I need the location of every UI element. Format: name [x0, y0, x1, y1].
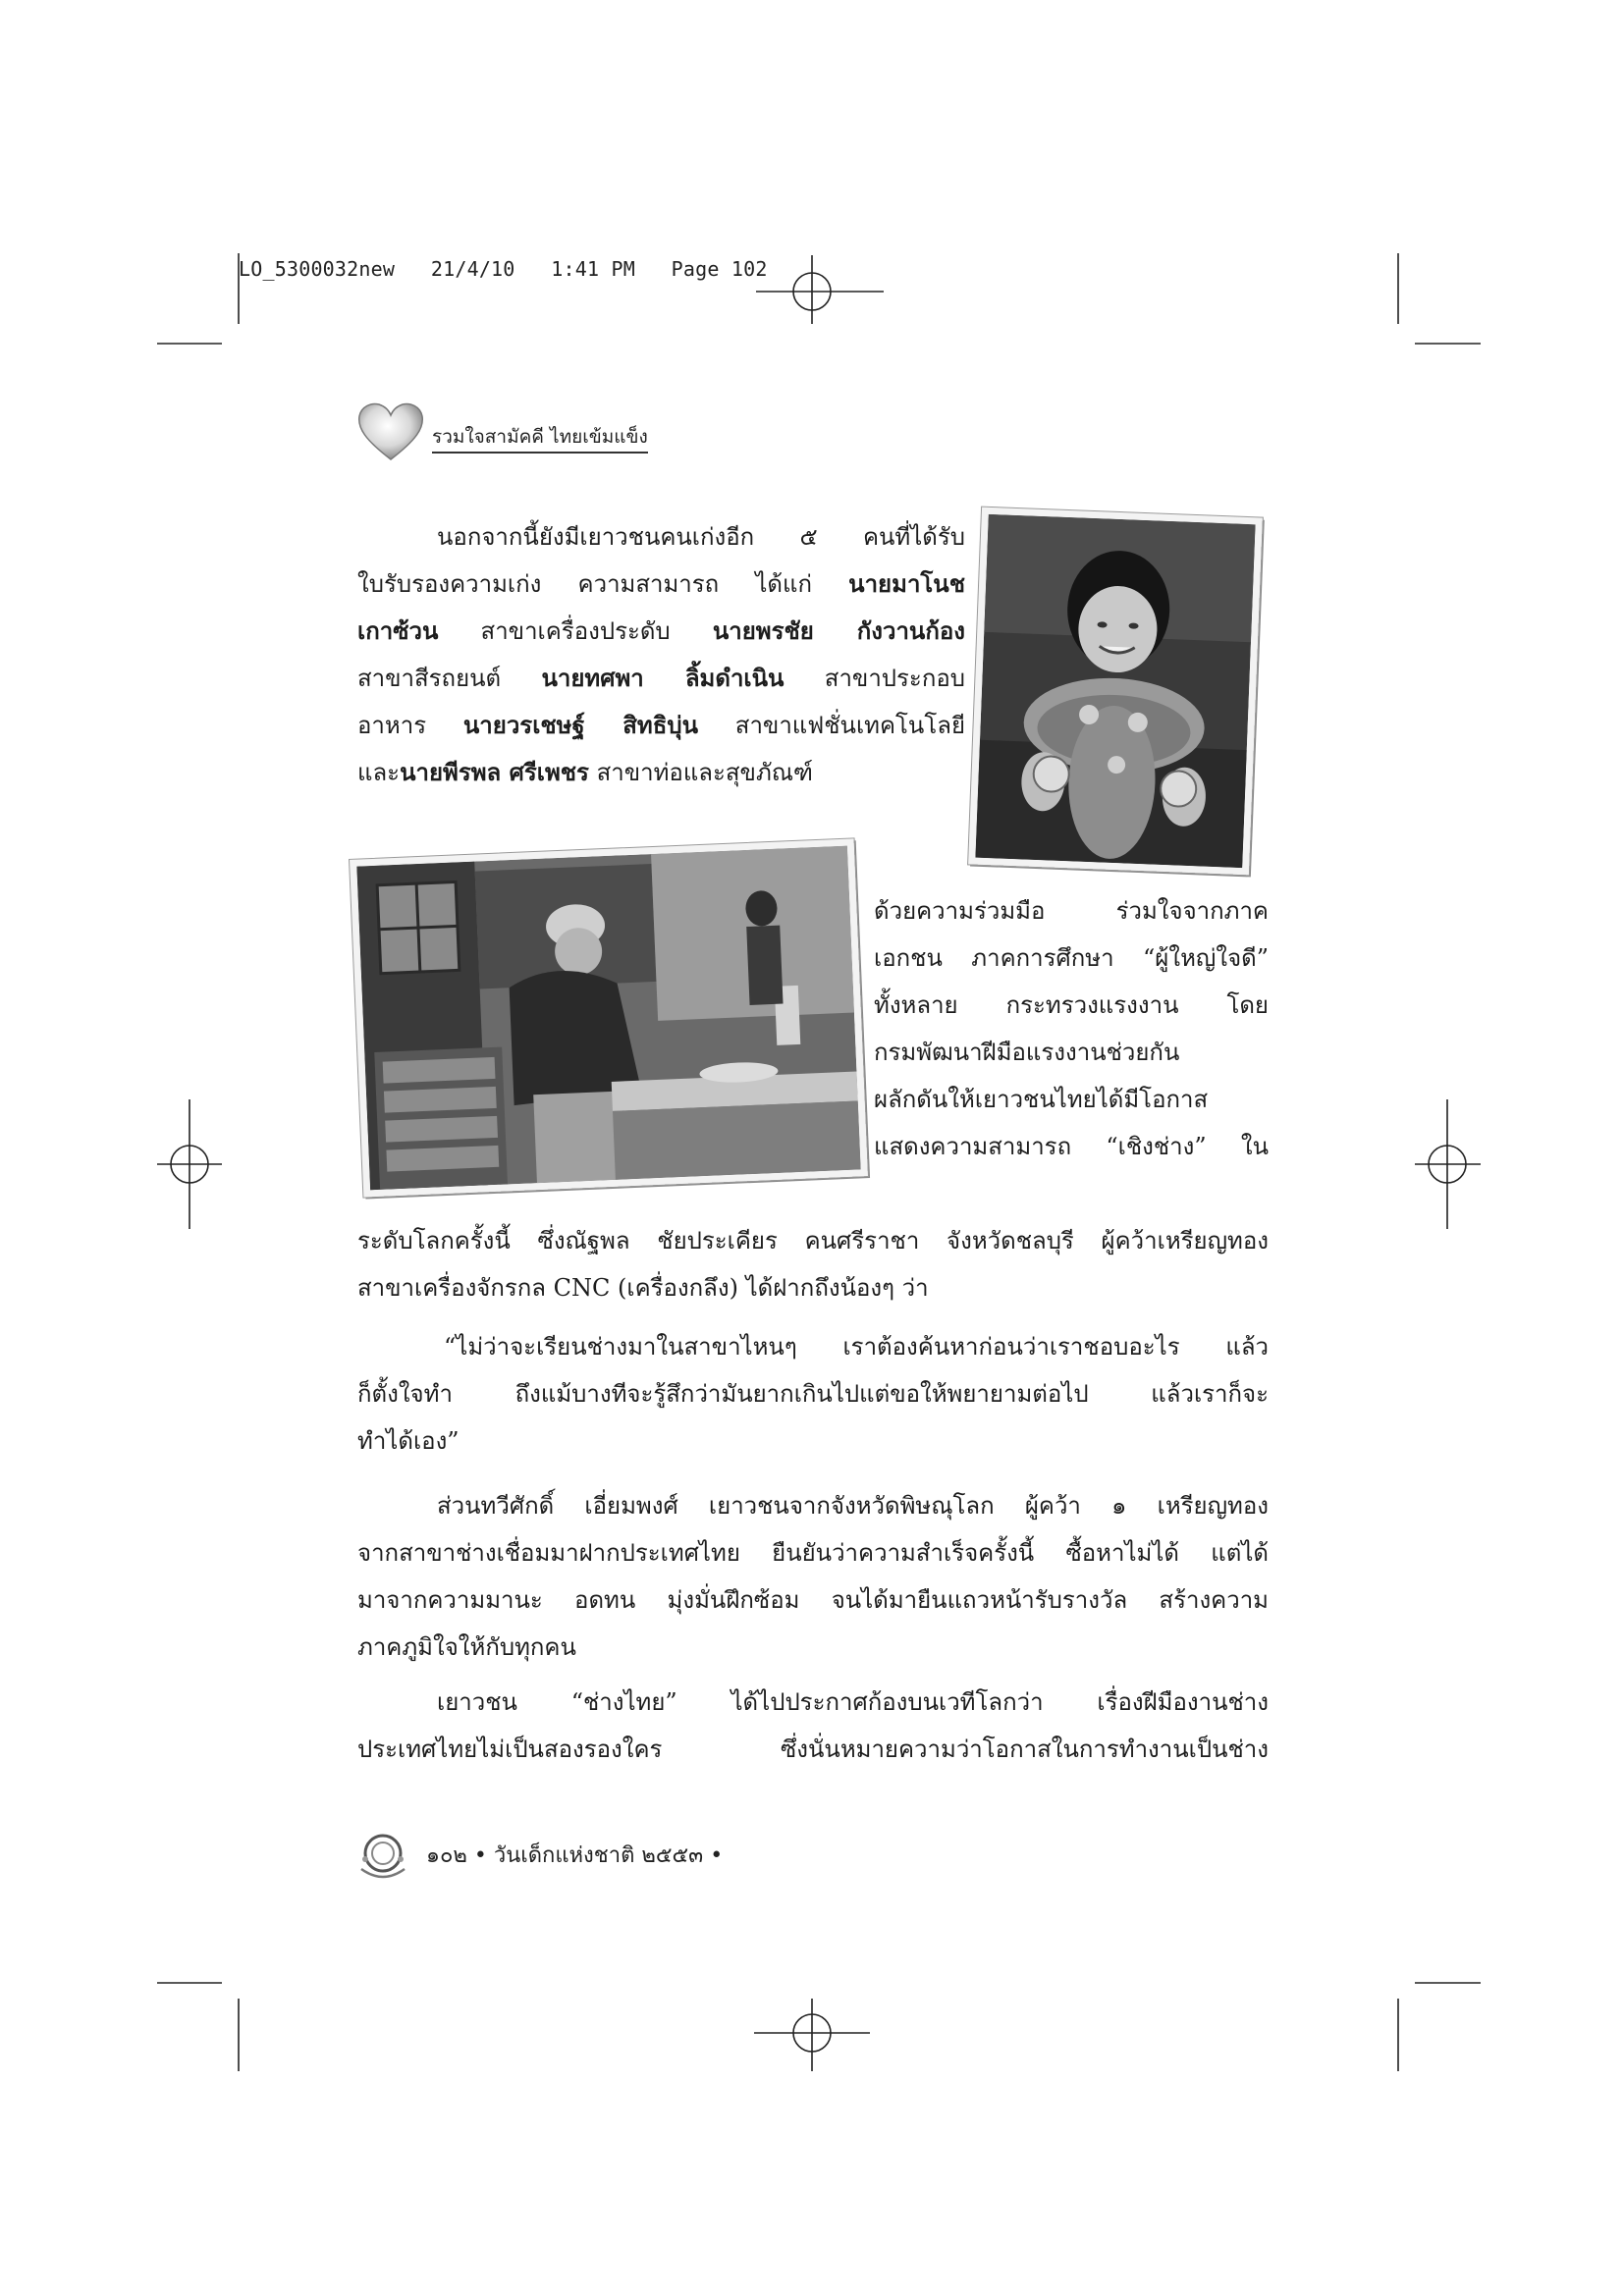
- quote-line-1: “ไม่ว่าจะเรียนช่างมาในสาขาไหนๆ เราต้องค้นหาก่อนว่าเราชอบอะไร แล้ว: [444, 1333, 1269, 1361]
- p2-line-6: แสดงความสามารถ “เชิงช่าง” ใน: [874, 1133, 1269, 1160]
- p2-line-3: ทั้งหลาย กระทรวงแรงงาน โดย: [874, 991, 1269, 1019]
- quote-line-2: ก็ตั้งใจทำ ถึงแม้บางทีจะรู้สึกว่ามันยากเกินไปแต่ขอให้พยายามต่อไป แล้วเราก็จะ: [357, 1380, 1269, 1408]
- footer-emblem-icon: [355, 1830, 410, 1881]
- p1-line-5: [357, 702, 965, 749]
- photo-workshop: [350, 838, 868, 1197]
- p2-line-8: สาขาเครื่องจักรกล CNC (เครื่องกลึง) ได้ฝากถึงน้องๆ ว่า: [357, 1274, 929, 1302]
- p2-line-7: ระดับโลกครั้งนี้ ซึ่งณัฐพล ชัยประเคียร คนศรีราชา จังหวัดชลบุรี ผู้คว้าเหรียญทอง: [357, 1227, 1269, 1255]
- p3-line-4: ภาคภูมิใจให้กับทุกคน: [357, 1633, 576, 1661]
- p1-line-5c: สาขาแฟชั่นเทคโนโลยี: [698, 712, 965, 739]
- p1-line-4c: สาขาประกอบ: [784, 665, 965, 692]
- printer-slug: LO_5300032new 21/4/10 1:41 PM Page 102: [239, 257, 768, 281]
- p3-line-2: จากสาขาช่างเชื่อมมาฝากประเทศไทย ยืนยันว่าความสำเร็จครั้งนี้ ซื้อหาไม่ได้ แต่ได้: [357, 1539, 1269, 1567]
- p2-line-4: กรมพัฒนาฝีมือแรงงานช่วยกัน: [874, 1039, 1180, 1066]
- p2-line-5: ผลักดันให้เยาวชนไทยได้มีโอกาส: [874, 1086, 1209, 1113]
- p1-line-6a: และ: [357, 759, 401, 786]
- p1-line-6c: สาขาท่อและสุขภัณฑ์: [588, 759, 813, 786]
- p1-name-2: นายพรชัย กังวานก้อง: [712, 616, 965, 645]
- p1-line-3: [357, 608, 965, 655]
- p1-line-6: [357, 749, 813, 796]
- page-folio: ๑๐๒ • วันเด็กแห่งชาติ ๒๕๕๓ •: [426, 1843, 724, 1868]
- photo-medalist: [968, 507, 1263, 876]
- p1-line-1: นอกจากนี้ยังมีเยาวชนคนเก่งอีก ๕ คนที่ได้รับ: [437, 523, 965, 551]
- quote-line-3: ทำได้เอง”: [357, 1427, 460, 1455]
- header-underline: [432, 452, 648, 454]
- p1-name-5: นายพีรพล ศรีเพชร: [400, 758, 589, 786]
- p3-line-1: ส่วนทวีศักดิ์ เอี่ยมพงศ์ เยาวชนจากจังหวัดพิษณุโลก ผู้คว้า ๑ เหรียญทอง: [437, 1492, 1269, 1520]
- p2-line-2: เอกชน ภาคการศึกษา “ผู้ใหญ่ใจดี”: [874, 944, 1269, 972]
- p1-name-3: นายทศพา ลิ้มดำเนิน: [541, 664, 784, 692]
- p1-name-4: นายวรเชษฐ์ สิทธิบุ่น: [462, 711, 699, 739]
- p4-line-2: ประเทศไทยไม่เป็นสองรองใคร ซึ่งนั่นหมายความว่าโอกาสในการทำงานเป็นช่าง: [357, 1735, 1269, 1763]
- p1-line-3b: สาขาเครื่องประดับ: [438, 617, 713, 645]
- p1-line-5a: อาหาร: [357, 712, 463, 739]
- p4-line-1: เยาวชน “ช่างไทย” ได้ไปประกาศก้องบนเวทีโลกว่า เรื่องฝีมืองานช่าง: [437, 1688, 1269, 1716]
- p1-line-4a: สาขาสีรถยนต์: [357, 665, 542, 692]
- running-header: [355, 400, 670, 469]
- p1-line-2a: ใบรับรองความเก่ง ความสามารถ ได้แก่: [357, 570, 849, 598]
- p1-line-2: [357, 561, 965, 608]
- p2-line-1: ด้วยความร่วมมือ ร่วมใจจากภาค: [874, 897, 1269, 925]
- p1-name-1b: เกาซ้วน: [357, 616, 439, 645]
- running-header-title: รวมใจสามัคคี ไทยเข้มแข็ง: [432, 426, 648, 448]
- p3-line-3: มาจากความมานะ อดทน มุ่งมั่นฝึกซ้อม จนได้มายืนแถวหน้ารับรางวัล สร้างความ: [357, 1586, 1269, 1614]
- p1-line-4: [357, 655, 965, 702]
- p1-name-1: นายมาโนช: [848, 569, 965, 598]
- heart-icon: [355, 400, 426, 463]
